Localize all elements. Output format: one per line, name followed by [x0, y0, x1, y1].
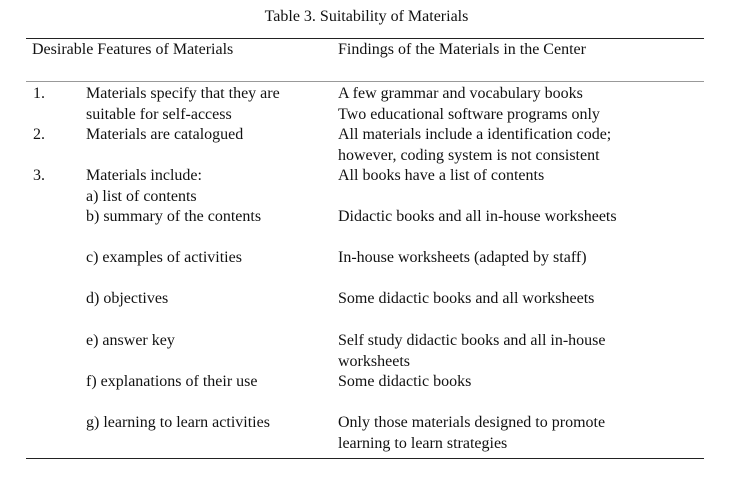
row-3c-finding: In-house worksheets (adapted by staff) [338, 249, 587, 266]
row-3-finding-line-1: All books have a list of contents [338, 167, 545, 184]
row-1-number: 1. [33, 85, 45, 102]
row-3d-finding: Some didactic books and all worksheets [338, 290, 595, 307]
row-3-number: 3. [33, 167, 45, 184]
row-3e-finding-line-1: Self study didactic books and all in-house [338, 332, 606, 349]
table-bottom-rule [26, 458, 704, 459]
row-3c-feature: c) examples of activities [86, 249, 242, 266]
row-2-feature-line-1: Materials are catalogued [86, 126, 244, 143]
row-3g-finding-line-1: Only those materials designed to promote [338, 414, 606, 431]
header-findings: Findings of the Materials in the Center [338, 41, 586, 58]
row-3f-finding: Some didactic books [338, 373, 472, 390]
row-1-feature-line-2: suitable for self-access [86, 105, 232, 123]
row-3f-feature: f) explanations of their use [86, 373, 258, 390]
row-3g-finding-line-2: learning to learn strategies [338, 434, 508, 452]
row-3b-feature: b) summary of the contents [86, 208, 262, 225]
row-3b-finding: Didactic books and all in-house worksheets [338, 208, 617, 225]
row-3-feature-line-2: a) list of contents [86, 187, 197, 205]
row-2-finding-line-2: however, coding system is not consistent [338, 146, 600, 164]
row-3e-feature: e) answer key [86, 332, 175, 349]
row-3e-finding-line-2: worksheets [338, 352, 410, 370]
table-title: Table 3. Suitability of Materials [264, 8, 469, 25]
row-1-finding-line-1: A few grammar and vocabulary books [338, 85, 583, 102]
table-top-rule [26, 38, 704, 39]
row-3g-feature: g) learning to learn activities [86, 414, 270, 431]
row-2-number: 2. [33, 126, 45, 143]
table-header-rule [26, 81, 704, 82]
header-desirable-features: Desirable Features of Materials [32, 41, 234, 58]
row-1-feature-line-1: Materials specify that they are [86, 85, 280, 102]
row-2-finding-line-1: All materials include a identification code; [338, 126, 612, 143]
row-3d-feature: d) objectives [86, 290, 169, 307]
row-1-finding-line-2: Two educational software programs only [338, 105, 600, 123]
row-3-feature-line-1: Materials include: [86, 167, 202, 184]
